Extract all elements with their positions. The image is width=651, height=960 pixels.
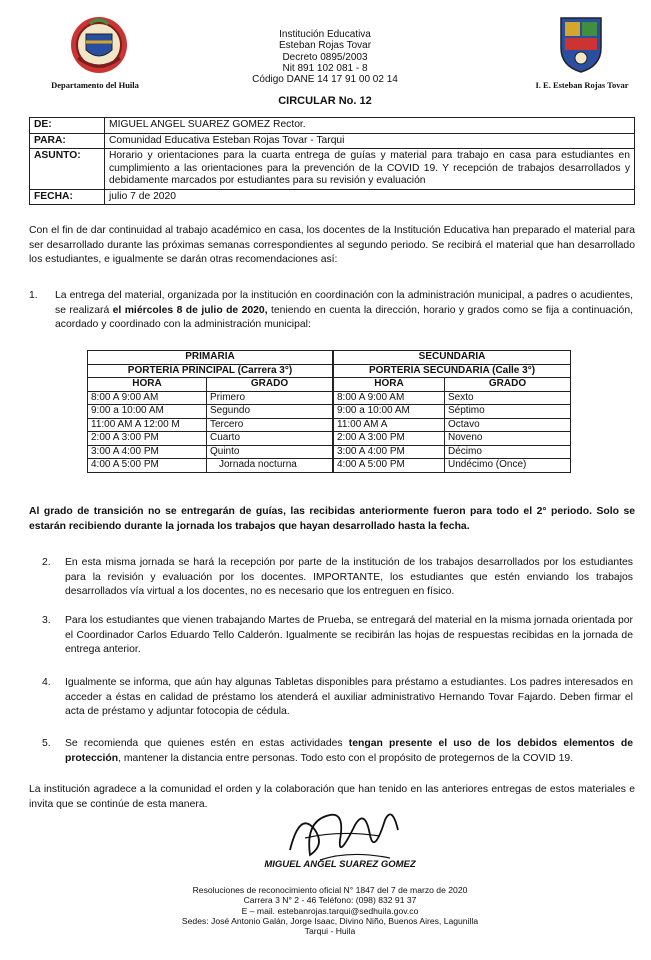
primaria-schedule-table [87,350,333,473]
table-row [88,405,333,419]
secundaria-schedule-table [333,350,571,473]
item-number: 4. [42,677,51,688]
footer-line: Resoluciones de reconocimiento oficial N° 1847 del 7 de marzo de 2020 [192,885,468,895]
circular-title: CIRCULAR No. 12 [278,95,372,107]
table-row [88,445,333,459]
footer-email[interactable]: E – mail. estebanrojas.tarqui@sedhuila.gov.co [241,905,419,916]
header-line: Esteban Rojas Tovar [278,40,372,52]
item-1-text: La entrega del material, organizada por la institución en coordinación con la administración municipal, a padres o acudientes, se realizará [55,290,633,316]
table-cell: 9:00 a 10:00 AM [334,405,445,419]
table-row [334,432,571,446]
table-cell: Séptimo [445,405,571,419]
table-row [334,391,571,405]
secundaria-title: SECUNDARIA [334,351,571,365]
table-cell: Quinto [207,445,333,459]
transition-note: Al grado de transición no se entregarán de guías, las recibidas anteriormente fueron para todo el 2° periodo. Solo se estarán recibiendo durante la jornada los trabajos que hayan desarrollado hasta la fecha. [29,506,635,532]
item-2-paragraph: En esta misma jornada se hará la recepción por parte de la institución de los trabajos desarrollados por los estudiantes para la revisión y evaluación por los docentes. IMPORTANTE, los estudiantes que estén enviando los trabajos desarrollados vía virtual a los docentes, no es necesario que los entreguen en físico. [65,557,633,598]
table-cell: Jornada nocturna [207,459,333,473]
huila-coat-of-arms-icon [68,14,130,76]
item-4-paragraph: Igualmente se informa, que aún hay algunas Tabletas disponibles para préstamo a estudiantes. Los padres interesados en acceder a éstas en calidad de préstamo los atenderá el auxiliar administrativo Hernando Tovar Fajardo. Deben firmar el acta de préstamo y adjuntar fotocopia de cédula. [65,677,633,718]
item-5-text: Se recomienda que quienes estén en estas actividades [65,738,349,749]
item-1-date: el miércoles 8 de julio de 2020, [112,304,268,316]
table-cell: 8:00 A 9:00 AM [334,391,445,405]
item-5-text-end: , mantener la distancia entre personas. Todo esto con el propósito de protegernos de la COVID 19. [118,752,574,764]
table-row [334,459,571,473]
footer-line: Tarqui - Huila [304,926,356,937]
footer-line: Carrera 3 N° 2 - 46 Teléfono: (098) 832 91 37 [243,895,417,906]
table-row [88,391,333,405]
footer-line: Sedes: José Antonio Galán, Jorge Isaac, Divino Niño, Buenos Aires, Lagunilla [181,915,479,926]
table-row [88,432,333,446]
table-row [30,149,635,190]
table-cell: 3:00 A 4:00 PM [88,445,207,459]
item-number: 2. [42,557,51,568]
table-cell: 4:00 A 5:00 PM [334,459,445,473]
intro-paragraph: Con el fin de dar continuidad al trabajo académico en casa, los docentes de la Institución Educativa han preparado el material para ser desarrollado durante las próximas semanas correspondientes al segundo periodo. Se recibirá el material que han desarrollado los estudiantes, e igualmente se darán otras recomendaciones así: [29,225,635,266]
table-row [30,189,635,205]
primaria-subtitle: PORTERÍA PRINCIPAL (Carrera 3°) [88,364,333,378]
item-number: 5. [42,738,51,749]
school-shield-icon [556,14,606,74]
table-row [88,418,333,432]
table-cell: Tercero [207,418,333,432]
header-line: Código DANE 14 17 91 00 02 14 [252,74,398,86]
primaria-title: PRIMARIA [88,351,333,365]
column-header-grado: GRADO [445,378,571,392]
fecha-value: julio 7 de 2020 [105,189,635,205]
table-cell: Sexto [445,391,571,405]
item-1-text-end: teniendo en cuenta la dirección, horario y grados como se fija a continuación, acordado y coordinado con la administración municipal: [55,304,633,331]
table-cell: Octavo [445,418,571,432]
table-row [88,459,333,473]
institution-header [220,29,430,85]
de-value: MIGUEL ANGEL SUAREZ GOMEZ Rector. [105,118,635,134]
table-cell: 9:00 a 10:00 AM [88,405,207,419]
item-1-paragraph [55,289,633,333]
table-cell: Primero [207,391,333,405]
fecha-label: FECHA: [30,189,105,205]
table-cell: 3:00 A 4:00 PM [334,445,445,459]
table-row [334,418,571,432]
table-cell: Décimo [445,445,571,459]
item-number: 1. [29,290,38,301]
item-number: 3. [42,615,51,626]
table-cell: 4:00 A 5:00 PM [88,459,207,473]
department-label: Departamento del Huila [51,80,139,90]
header-line: Nit 891 102 081 - 8 [282,62,368,74]
de-label: DE: [30,118,105,134]
header-line: Decreto 0895/2003 [282,51,368,63]
signer-name: MIGUEL ANGEL SUAREZ GOMEZ [264,859,416,870]
secundaria-subtitle: PORTERÍA SECUNDARIA (Calle 3°) [334,364,571,378]
table-row [334,445,571,459]
item-5-emphasis: tengan presente el uso de los debidos elementos de protección [65,738,633,764]
table-cell: Noveno [445,432,571,446]
column-header-hora: HORA [334,378,445,392]
asunto-value: Horario y orientaciones para la cuarta entrega de guías y material para trabajo en casa para estudiantes en cumplimiento a las orientaciones para la prevención de la COVID 19. Y recepción de trabajos desarrollados y debidamente marcados por estudiantes para su revisión y evaluación [105,149,635,190]
circular-meta-table [29,117,635,205]
header-line: Institución Educativa [279,29,371,40]
table-cell: Segundo [207,405,333,419]
table-cell: 11:00 AM A [334,418,445,432]
table-row [334,405,571,419]
column-header-grado: GRADO [207,378,333,392]
table-cell: Undécimo (Once) [445,459,571,473]
table-row [30,133,635,149]
footer-info [120,885,540,936]
item-5-paragraph [65,737,633,766]
table-cell: 2:00 A 3:00 PM [88,432,207,446]
table-cell: 2:00 A 3:00 PM [334,432,445,446]
column-header-hora: HORA [88,378,207,392]
item-3-paragraph: Para los estudiantes que vienen trabajando Martes de Prueba, se entregará del material en la misma jornada orientada por el Coordinador Carlos Eduardo Tello Calderón. Igualmente se recibirán las hojas de respuestas recibidas en la jornada de entrega anterior. [65,615,633,656]
asunto-label: ASUNTO: [30,149,105,190]
para-label: PARA: [30,133,105,149]
table-cell: Cuarto [207,432,333,446]
para-value: Comunidad Educativa Esteban Rojas Tovar - Tarqui [105,133,635,149]
school-label: I. E. Esteban Rojas Tovar [535,80,629,90]
closing-paragraph: La institución agradece a la comunidad el orden y la colaboración que han tenido en las anteriores entregas de estos materiales e invita que se continúe de esta manera. [29,784,635,810]
table-row [30,118,635,134]
table-cell: 8:00 A 9:00 AM [88,391,207,405]
table-cell: 11:00 AM A 12:00 M [88,418,207,432]
